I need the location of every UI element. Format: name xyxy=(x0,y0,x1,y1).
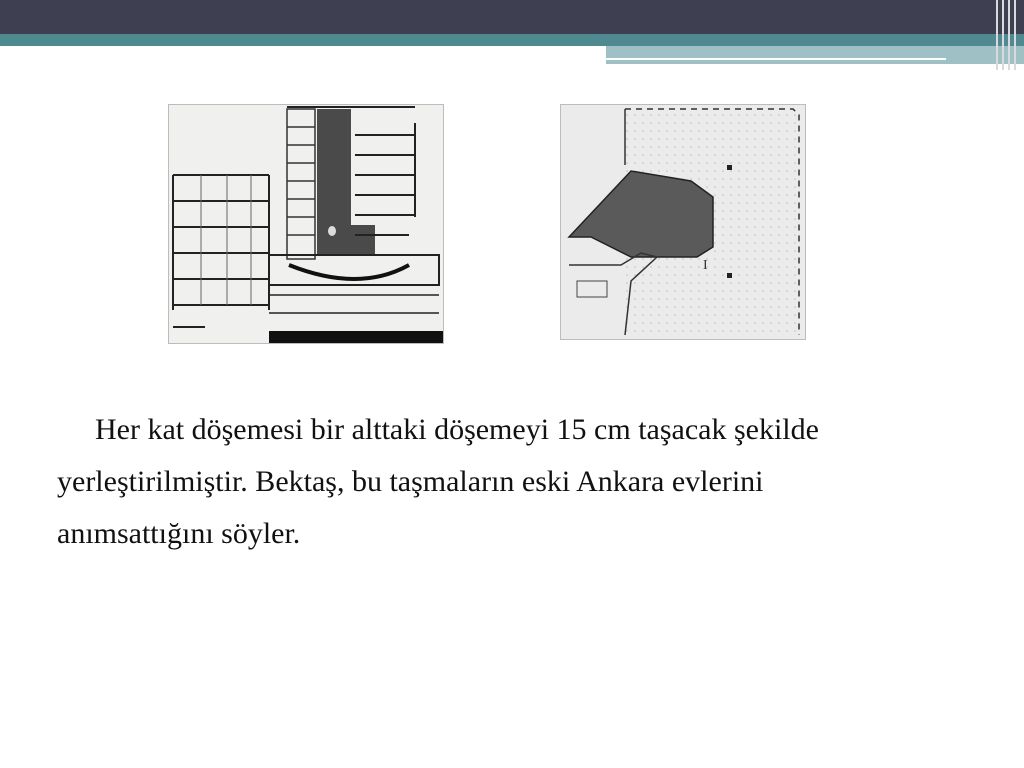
section-drawing xyxy=(168,104,444,344)
header-step-line xyxy=(606,58,946,60)
svg-text:I: I xyxy=(703,258,708,273)
header-step-band xyxy=(606,46,1024,64)
header-bar xyxy=(0,0,1024,34)
floor-plan-icon xyxy=(561,105,805,339)
header-vertical-lines xyxy=(992,0,1024,70)
header-accent-band xyxy=(0,34,1024,46)
body-paragraph: Her kat döşemesi bir alttaki döşemeyi 15 cm taşacak şekilde yerleştirilmiştir. Bektaş, bu taşmaların eski Ankara evlerini anımsattığını söyler. xyxy=(57,413,819,550)
building-section-icon xyxy=(169,105,443,343)
floor-plan-drawing xyxy=(560,104,806,340)
